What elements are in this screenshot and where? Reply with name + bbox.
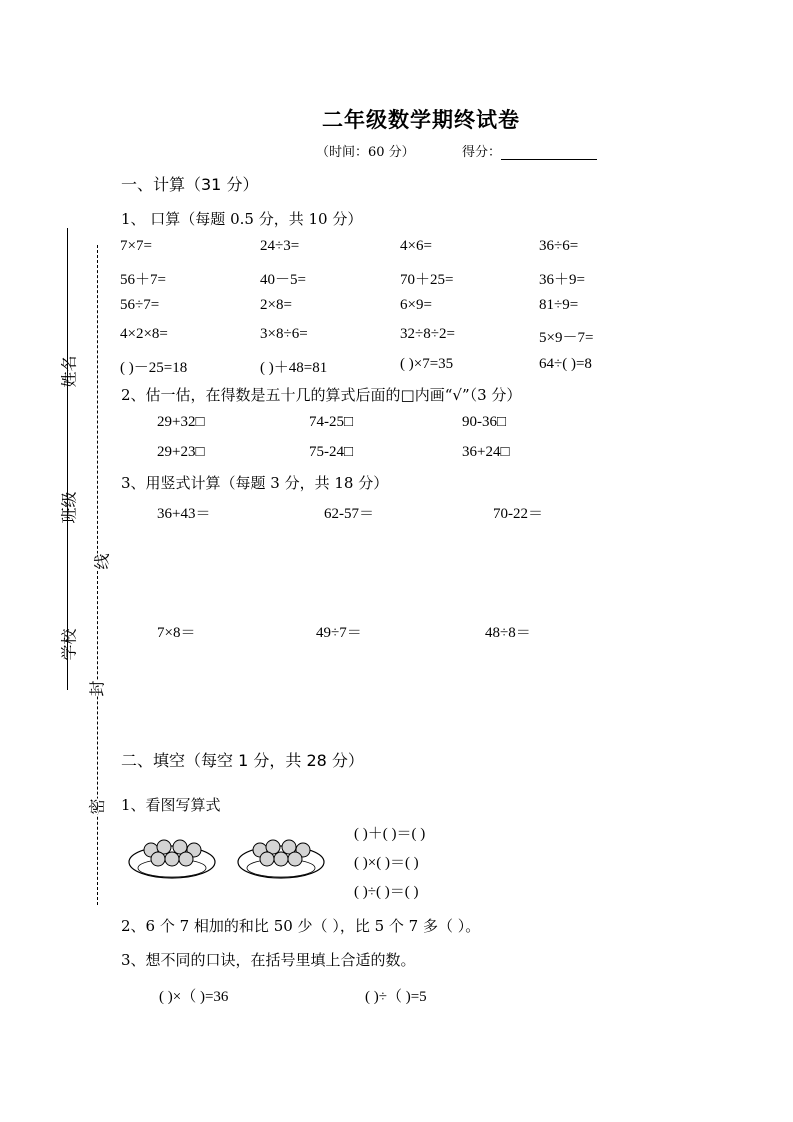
seal-xian: 线 <box>89 553 114 569</box>
estimate-item: 75-24□ <box>309 444 354 460</box>
vertical-calc-4: 7×8＝ <box>157 625 196 641</box>
oral-calc-item: 64÷( )=8 <box>539 356 592 372</box>
oral-calc-item: 32÷8÷2= <box>400 326 455 342</box>
oral-calc-item: 4×6= <box>400 238 432 254</box>
division-fill: ( )÷（ )=5 <box>365 989 427 1005</box>
seal-mi: 密 <box>84 798 109 814</box>
side-name-label: 姓名 <box>59 355 79 388</box>
oral-calc-item: ( )×7=35 <box>400 356 454 372</box>
s2-q3-title: 3、想不同的口诀，在括号里填上合适的数。 <box>121 951 416 969</box>
picture-equation-div: ( )÷( )＝( ) <box>354 884 419 900</box>
oral-calc-item: ( )＋48=81 <box>260 360 328 376</box>
oral-calc-item: 36＋9= <box>539 272 585 288</box>
oral-calc-item: 2×8= <box>260 297 292 313</box>
oral-calc-item: ( )－25=18 <box>120 360 188 376</box>
time-label: （时间：60 分） <box>316 145 415 160</box>
plate-right <box>238 840 324 878</box>
picture-equation-add: ( )＋( )＝( ) <box>354 826 426 842</box>
oral-calc-item: 70＋25= <box>400 272 454 288</box>
plate-left <box>129 840 215 878</box>
oral-calc-item: 7×7= <box>120 238 152 254</box>
q3-title: 3、用竖式计算（每题 3 分，共 18 分） <box>121 474 389 492</box>
oral-calc-item: 3×8÷6= <box>260 326 308 342</box>
side-class-label: 班级 <box>59 491 79 524</box>
oral-calc-item: 40－5= <box>260 272 306 288</box>
vertical-calc-3: 70-22＝ <box>493 506 543 522</box>
oral-calc-item: 6×9= <box>400 297 432 313</box>
oral-calc-item: 81÷9= <box>539 297 579 313</box>
score-label <box>462 141 597 160</box>
vertical-calc-6: 48÷8＝ <box>485 625 531 641</box>
picture-equation-mul: ( )×( )＝( ) <box>354 855 419 871</box>
vertical-calc-1: 36+43＝ <box>157 506 211 522</box>
estimate-item: 74-25□ <box>309 414 354 430</box>
estimate-item: 29+32□ <box>157 414 205 430</box>
oral-calc-item: 4×2×8= <box>120 326 168 342</box>
oral-calc-item: 56÷7= <box>120 297 160 313</box>
binding-solid-line <box>67 228 68 690</box>
multiplication-fill: ( )×（ )=36 <box>159 989 229 1005</box>
q1-title: 1、 口算（每题 0.5 分，共 10 分） <box>121 210 363 228</box>
score-blank[interactable] <box>501 145 597 160</box>
score-label-text: 得分： <box>462 145 502 160</box>
s2-q2-text: 2、6 个 7 相加的和比 50 少（ ），比 5 个 7 多（ ）。 <box>121 917 481 935</box>
vertical-calc-2: 62-57＝ <box>324 506 374 522</box>
estimate-item: 29+23□ <box>157 444 205 460</box>
oral-calc-item: 5×9－7= <box>539 330 594 346</box>
estimate-item: 36+24□ <box>462 444 510 460</box>
vertical-calc-5: 49÷7＝ <box>316 625 362 641</box>
section1-heading: 一、计算（31 分） <box>121 175 259 194</box>
oral-calc-item: 24÷3= <box>260 238 300 254</box>
side-school-label: 学校 <box>59 628 79 661</box>
section2-heading: 二、填空（每空 1 分，共 28 分） <box>121 751 364 770</box>
oral-calc-item: 36÷6= <box>539 238 579 254</box>
estimate-item: 90-36□ <box>462 414 507 430</box>
q2-title: 2、估一估，在得数是五十几的算式后面的□内画“√”（3 分） <box>121 386 522 404</box>
s2-q1-title: 1、看图写算式 <box>121 796 221 814</box>
oral-calc-item: 56＋7= <box>120 272 166 288</box>
fruit-plates-illustration <box>128 832 328 884</box>
page-title: 二年级数学期终试卷 <box>322 108 520 132</box>
seal-feng: 封 <box>84 680 109 696</box>
